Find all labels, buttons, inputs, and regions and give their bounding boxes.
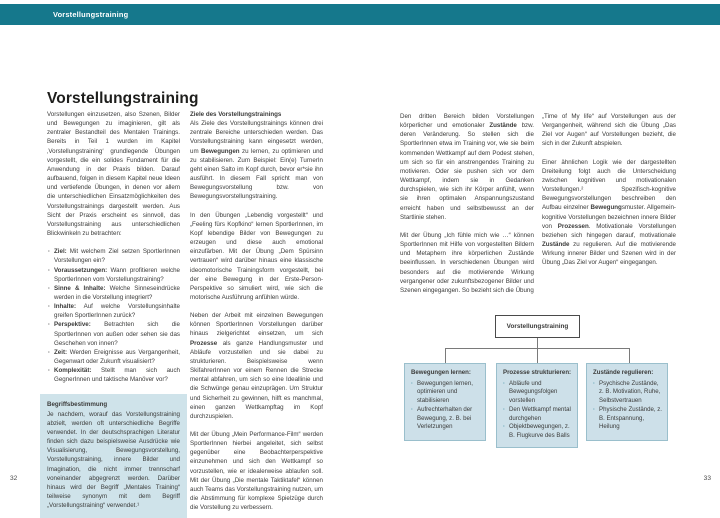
paragraph: Als Ziele des Vorstellungstrainings können drei zentrale Bereiche unterschieden werden. Das Vorstellungstraining kann eingesetzt werden, um Bewegungen zu lernen, zu optimieren und zu stabilisieren. Zum Beispiel: Ein(e) TurnerIn geht einen Salto im Kopf durch, bevor er*sie ihn ausführt. In diesem Fall spricht man von Bewegungsvorstellung bzw. von Bewegungsvorstellungstraining. xyxy=(190,120,323,201)
diagram-box-zustaende xyxy=(586,363,668,441)
diagram-box-title: Zustände regulieren: xyxy=(593,369,654,376)
diagram-box-title: Prozesse strukturieren: xyxy=(503,369,572,376)
text-column-1 xyxy=(47,110,180,518)
definition-box-body: Je nachdem, worauf das Vorstellungstraining abzielt, werden oft unterschiedliche Begriffe verwendet. In der deutschsprachigen Literatur finden sich dazu beispielsweise Ausdrücke wie Visualisierung, Bewegungsvorstellung, Vorstellungstraining, innere Bilder und Imagination, die nicht immer trennscharf voneinander abgegrenzt werden. Darüber hinaus wird der Begriff „Mentales Training“ teilweise synonym mit dem Begriff „Vorstellungstraining“ verwendet.¹ xyxy=(47,410,180,510)
diagram-root-box: Vorstellungstraining xyxy=(495,315,580,338)
diagram-connector-drop xyxy=(445,348,446,363)
diagram-connector-stub xyxy=(537,338,538,348)
paragraph: Einer ähnlichen Logik wie der dargestellten Dreiteilung folgt auch die Unterscheidung zwischen kognitiven und motivationalen Vorstellungen.² Spezifisch-kognitive Bewegungsvorstellungen beschreiben den Aufbau einzelner Bewegungsmuster. Allgemein-kognitive Vorstellungen bezeichnen innere Bilder von Prozessen. Motivationale Vorstellungen beziehen sich hingegen darauf, motivationale Zustände zu regulieren. Auf die motivierende Wirkung innerer Bilder und Szenen wird in der Übung „Das Ziel vor Augen“ eingegangen. xyxy=(542,158,676,267)
chapter-header-title: Vorstellungstraining xyxy=(53,10,129,19)
chapter-header-bar xyxy=(0,4,720,25)
diagram-box-bewegungen xyxy=(404,363,486,441)
list-item: · Perspektive: Betrachten sich die SportlerInnen von außen oder sehen sie das Geschehen von innen? xyxy=(47,320,180,347)
paragraph: Vorstellungen einzusetzen, also Szenen, Bilder und Bewegungen zu imaginieren, gilt als zentraler Bestandteil des Mentalen Trainings. Bereits in Teil 1 wurden im Kapitel ‚Vorstellungstraining‘ grundlegende Übungen vorgestellt, die ein solides Fundament für die Anwendung in der Praxis bilden. Darauf aufbauend, folgen in diesem Kapitel neue Ideen und vertiefende Übungen, in denen vor allem die unterschiedlichen Einsatzmöglichkeiten des Vorstellungstrainings dargestellt werden. Aus Sicht der Praxis erscheint es sinnvoll, das Vorstellungstraining aus unterschiedlichen Blickwinkeln zu betrachten: xyxy=(47,111,180,238)
definition-box-title: Begriffsbestimmung xyxy=(47,400,108,408)
diagram-box-prozesse xyxy=(496,363,578,448)
list-item: · Psychische Zustände, z. B. Motivation, Ruhe, Selbstvertrauen xyxy=(593,380,662,406)
list-item: · Voraussetzungen: Wann profitieren welche SportlerInnen vom Vorstellungstraining? xyxy=(47,266,180,284)
list-item: · Ziel: Mit welchem Ziel setzen SportlerInnen Vorstellungen ein? xyxy=(47,247,180,265)
paragraph: Neben der Arbeit mit einzelnen Bewegungen können SportlerInnen Vorstellungen darüber hinaus zielgerichtet einsetzen, um sich Prozesse als ganze Handlungsmuster und Abläufe vorzustellen und sie dabei zu strukturieren. Beispielsweise wenn SkifahrerInnen vor einem Rennen die Strecke mental abfahren, um sich so eine Ideallinie und die Schwünge genau einzuprägen. Um Struktur und Sicherheit zu gewinnen, hilft es manchmal, einen ganzen Wettkampftag im Kopf durchzuspielen. xyxy=(190,312,323,420)
page-number-left: 32 xyxy=(10,475,18,482)
diagram-box-list xyxy=(593,380,662,432)
paragraph: In den Übungen „Lebendig vorgestellt“ und „Feeling fürs Kopfkino“ lernen SportlerInnen, im Kopf lebendige Bilder von Bewegungen zu erzeugen und diese auch emotional einzufärben. Mit der Übung „Dem Spürsinn vertrauen“ wird darüber hinaus eine klassische ideomotorische Trainingsform vorgestellt, bei der eine Bewegung in der Erste-Person-Perspektive so simuliert wird, wie sich die motorische Ausführung anfühlen würde. xyxy=(190,211,323,301)
section-heading: Ziele des Vorstellungstrainings xyxy=(190,111,282,118)
paragraph: „Time of My life“ auf Vorstellungen aus der Vergangenheit, während sich die Übung „Das Ziel vor Augen“ auf Vorstellungen bezieht, die sich in der Zukunft abspielen. xyxy=(542,113,676,148)
diagram-box-list xyxy=(503,380,572,441)
page-title: Vorstellungstraining xyxy=(47,90,199,108)
diagram-box-title: Bewegungen lernen: xyxy=(411,369,471,376)
text-column-3 xyxy=(400,112,534,295)
paragraph: Mit der Übung „Ich fühle mich wie …“ können SportlerInnen mit Hilfe von vorgestellten Bildern und Metaphern ihre körperlichen Zustände beeinflussen. In verschiedenen Übungen wird besonders auf die motivierende Wirkung vergangener oder zukunftsbezogener Bilder und Szenen eingegangen. So bezieht sich die Übung xyxy=(400,231,534,294)
list-item: · Zeit: Werden Ereignisse aus Vergangenheit, Gegenwart oder Zukunft visualisiert? xyxy=(47,348,180,366)
list-item: · Komplexität: Stellt man sich auch GegnerInnen und taktische Manöver vor? xyxy=(47,366,180,384)
paragraph: Den dritten Bereich bilden Vorstellungen körperlicher und emotionaler Zustände bzw. deren Veränderung. So stellen sich die SportlerInnen etwa im Training vor, wie sie beim kommenden Wettkampf auf dem Podest stehen, um sich so für ein anstrengendes Training zu motivieren. Oder sie pushen sich vor dem Wettkampf, indem sie in Gedanken durchspielen, wie sich ihr Körper anfühlt, wenn sie ihren optimalen Anspannungszustand erreicht haben und selbstbewusst an der Startlinie stehen. xyxy=(400,113,534,221)
diagram xyxy=(400,312,677,474)
text-column-4 xyxy=(542,112,676,268)
list-item: · Inhalte: Auf welche Vorstellungsinhalte greifen SportlerInnen zurück? xyxy=(47,302,180,320)
list-item: · Abläufe und Bewegungsfolgen vorstellen xyxy=(503,380,572,406)
list-item: · Aufrechterhalten der Bewegung, z. B. bei Verletzungen xyxy=(411,406,480,432)
list-item: · Den Wettkampf mental durchgehen xyxy=(503,406,572,423)
definition-box xyxy=(40,394,187,518)
list-item: · Sinne & Inhalte: Welche Sinneseindrücke werden in die Vorstellung integriert? xyxy=(47,284,180,302)
page-number-right: 33 xyxy=(703,475,711,482)
diagram-box-list xyxy=(411,380,480,432)
list-item: · Bewegungen lernen, optimieren und stabilisieren xyxy=(411,380,480,406)
diagram-connector-drop xyxy=(629,348,630,363)
text-column-2 xyxy=(190,110,323,512)
list-item: · Physische Zustände, z. B. Entspannung, Heilung xyxy=(593,406,662,432)
aspect-list xyxy=(47,247,180,384)
list-item: · Objektbewegungen, z. B. Flugkurve des Balls xyxy=(503,423,572,440)
diagram-connector-drop xyxy=(537,348,538,363)
paragraph: Mit der Übung „Mein Performance-Film“ werden SportlerInnen hierbei angeleitet, sich selbst gegenüber eine Beobachterperspektive einzunehmen und sich den Wettkampf so vorzustellen, wie er idealerweise ablaufen soll. Mit der Übung „Die mentale Taktiktafel“ können auch Teams das Vorstellungstraining nutzen, um die Abstimmung für komplexe Spielzüge durch die Vorstellung zu verbessern. xyxy=(190,431,323,512)
